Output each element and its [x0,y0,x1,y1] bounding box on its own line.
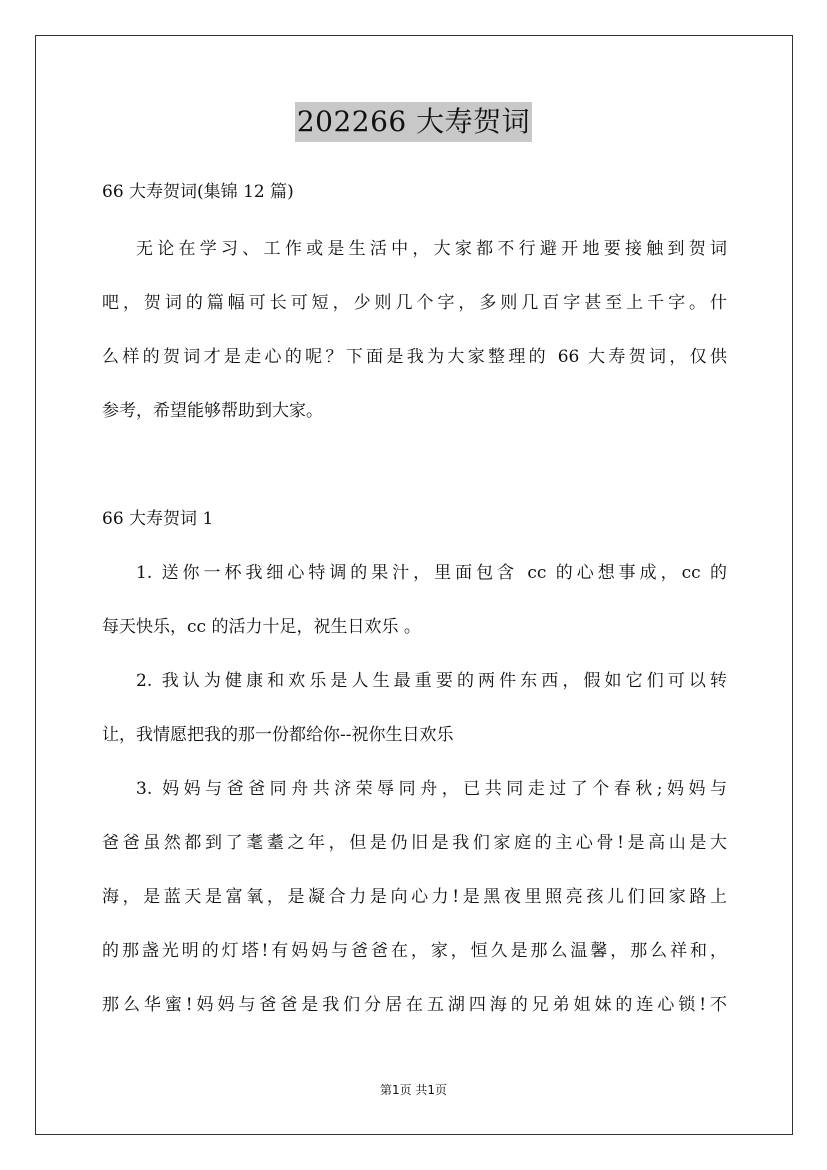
intro-line-3: 么样的贺词才是走心的呢？下面是我为大家整理的 66 大寿贺词，仅供 [102,347,727,367]
intro-line-1: 无论在学习、工作或是生活中，大家都不行避开地要接触到贺词 [136,239,727,259]
document-subtitle: 66 大寿贺词(集锦 12 篇) [102,182,294,202]
document-title: 202266 大寿贺词 [295,102,532,142]
intro-line-2: 吧，贺词的篇幅可长可短，少则几个字，多则几百字甚至上千字。什 [102,293,727,313]
item3-line-3: 海，是蓝天是富氧，是凝合力是向心力!是黑夜里照亮孩儿们回家路上 [102,887,727,907]
item3-line-4: 的那盏光明的灯塔!有妈妈与爸爸在，家，恒久是那么温馨，那么祥和， [102,941,727,961]
page-footer: 第1页 共1页 [379,1083,448,1097]
item1-line-2: 每天快乐，cc 的活力十足，祝生日欢乐 。 [102,617,421,637]
title-container [0,102,827,142]
intro-line-4: 参考，希望能够帮助到大家。 [102,401,323,421]
section-heading: 66 大寿贺词 1 [102,509,214,529]
item3-line-5: 那么华蜜!妈妈与爸爸是我们分居在五湖四海的兄弟姐妹的连心锁!不 [102,995,727,1015]
item2-line-2: 让，我情愿把我的那一份都给你--祝你生日欢乐 [102,725,454,745]
item2-line-1: 2. 我认为健康和欢乐是人生最重要的两件东西，假如它们可以转 [136,671,727,691]
item3-line-1: 3. 妈妈与爸爸同舟共济荣辱同舟，已共同走过了个春秋;妈妈与 [136,779,727,799]
item3-line-2: 爸爸虽然都到了耄耋之年，但是仍旧是我们家庭的主心骨!是高山是大 [102,833,727,853]
item1-line-1: 1. 送你一杯我细心特调的果汁，里面包含 cc 的心想事成，cc 的 [136,563,727,583]
